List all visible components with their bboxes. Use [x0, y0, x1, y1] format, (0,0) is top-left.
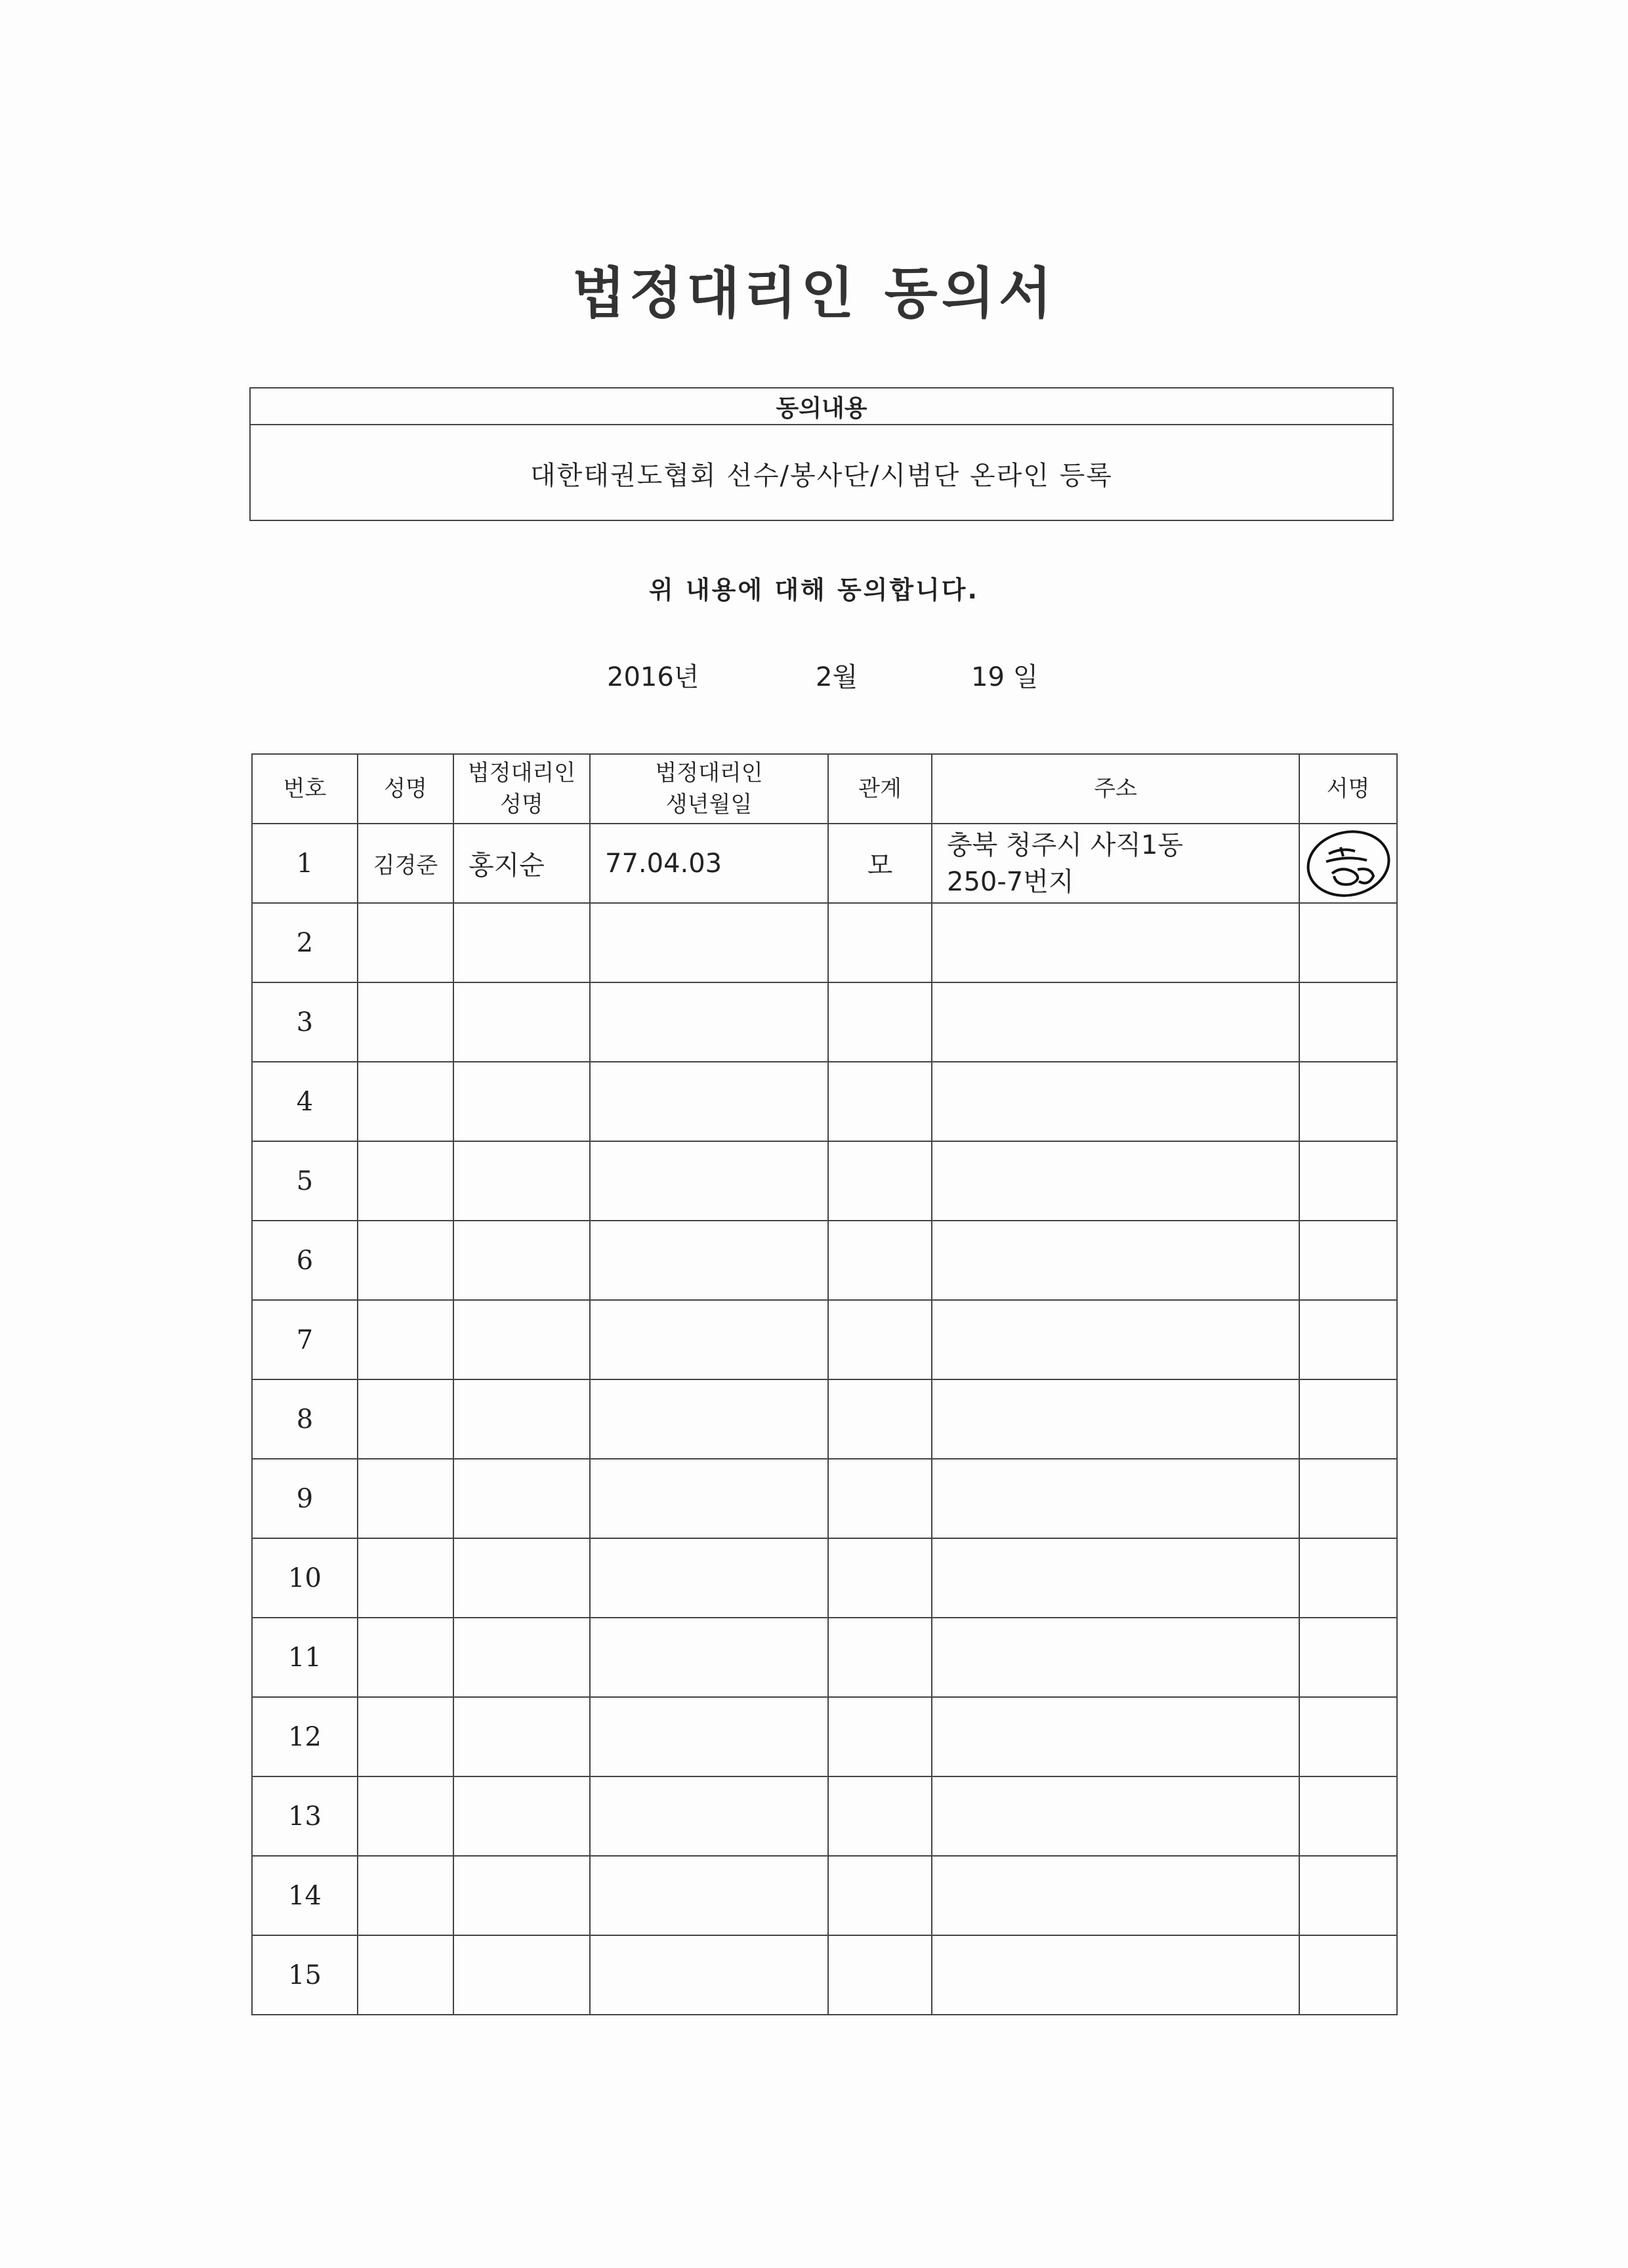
consent-header: 동의내용	[251, 388, 1392, 425]
empty-cell	[932, 1776, 1299, 1856]
header-guardian-name-line1: 법정대리인	[467, 760, 576, 786]
empty-cell	[590, 1141, 828, 1221]
header-guardian-birth	[590, 754, 828, 824]
empty-cell	[932, 1697, 1299, 1776]
student-name: 김경준	[358, 824, 453, 903]
empty-cell	[453, 1697, 590, 1776]
empty-cell	[453, 1459, 590, 1538]
empty-cell	[1299, 1935, 1397, 2015]
consent-box	[249, 387, 1394, 521]
empty-cell	[932, 1459, 1299, 1538]
empty-cell	[358, 1697, 453, 1776]
header-guardian-birth-line2: 생년월일	[665, 791, 753, 818]
empty-cell	[453, 1935, 590, 2015]
empty-cell	[453, 1221, 590, 1300]
empty-cell	[828, 1459, 932, 1538]
empty-cell	[453, 903, 590, 982]
header-signature: 서명	[1299, 754, 1397, 824]
empty-cell	[1299, 903, 1397, 982]
title-part1: 법정대리인	[572, 261, 858, 326]
empty-cell	[358, 1856, 453, 1935]
table-row	[252, 1300, 1397, 1379]
empty-cell	[358, 1459, 453, 1538]
header-no: 번호	[252, 754, 358, 824]
empty-cell	[932, 1300, 1299, 1379]
empty-cell	[453, 1618, 590, 1697]
empty-cell	[1299, 1618, 1397, 1697]
handwritten-signature	[1303, 828, 1394, 900]
header-address: 주소	[932, 754, 1299, 824]
empty-cell	[358, 1221, 453, 1300]
table-row	[252, 982, 1397, 1062]
empty-cell	[932, 903, 1299, 982]
empty-cell	[453, 1379, 590, 1459]
empty-cell	[453, 1856, 590, 1935]
empty-cell	[453, 1062, 590, 1141]
signature-cell	[1299, 824, 1397, 903]
empty-cell	[590, 1221, 828, 1300]
row-number: 15	[252, 1935, 358, 2015]
row-number: 1	[252, 824, 358, 903]
row-number: 8	[252, 1379, 358, 1459]
empty-cell	[932, 982, 1299, 1062]
empty-cell	[828, 1538, 932, 1618]
empty-cell	[358, 1776, 453, 1856]
table-row	[252, 1221, 1397, 1300]
row-number: 5	[252, 1141, 358, 1221]
row-number: 9	[252, 1459, 358, 1538]
empty-cell	[590, 1856, 828, 1935]
header-name: 성명	[358, 754, 453, 824]
row-number: 7	[252, 1300, 358, 1379]
row-number: 12	[252, 1697, 358, 1776]
empty-cell	[1299, 1141, 1397, 1221]
empty-cell	[1299, 1776, 1397, 1856]
table-row	[252, 1379, 1397, 1459]
row-number: 4	[252, 1062, 358, 1141]
empty-cell	[590, 982, 828, 1062]
empty-cell	[358, 982, 453, 1062]
empty-cell	[590, 1300, 828, 1379]
table-row	[252, 1062, 1397, 1141]
empty-cell	[828, 903, 932, 982]
empty-cell	[828, 1697, 932, 1776]
table-row	[252, 1141, 1397, 1221]
row-number: 10	[252, 1538, 358, 1618]
empty-cell	[1299, 1062, 1397, 1141]
empty-cell	[932, 1141, 1299, 1221]
date-year: 2016년	[607, 662, 699, 692]
table-row	[252, 903, 1397, 982]
empty-cell	[932, 1935, 1299, 2015]
empty-cell	[358, 1141, 453, 1221]
date-line	[0, 656, 1628, 696]
header-guardian-name-line2: 성명	[500, 791, 543, 818]
guardian-name: 홍지순	[453, 824, 590, 903]
table-row	[252, 1697, 1397, 1776]
empty-cell	[453, 1141, 590, 1221]
row-number: 13	[252, 1776, 358, 1856]
empty-cell	[932, 1221, 1299, 1300]
empty-cell	[590, 1459, 828, 1538]
empty-cell	[828, 1618, 932, 1697]
row-number: 2	[252, 903, 358, 982]
empty-cell	[358, 1379, 453, 1459]
row-number: 6	[252, 1221, 358, 1300]
empty-cell	[932, 1379, 1299, 1459]
empty-cell	[1299, 982, 1397, 1062]
table-row	[252, 1538, 1397, 1618]
empty-cell	[1299, 1856, 1397, 1935]
empty-cell	[1299, 1221, 1397, 1300]
guardian-roster-table	[251, 753, 1398, 2015]
empty-cell	[828, 1379, 932, 1459]
agree-statement: 위 내용에 대해 동의합니다.	[649, 576, 979, 604]
empty-cell	[590, 1379, 828, 1459]
empty-cell	[828, 1062, 932, 1141]
empty-cell	[453, 1776, 590, 1856]
empty-cell	[590, 1062, 828, 1141]
table-row	[252, 1618, 1397, 1697]
header-guardian-name	[453, 754, 590, 824]
empty-cell	[1299, 1697, 1397, 1776]
empty-cell	[358, 903, 453, 982]
table-row	[252, 1776, 1397, 1856]
table-row	[252, 1856, 1397, 1935]
empty-cell	[932, 1856, 1299, 1935]
empty-cell	[932, 1062, 1299, 1141]
table-row	[252, 1459, 1397, 1538]
empty-cell	[453, 1538, 590, 1618]
empty-cell	[828, 1300, 932, 1379]
document-title	[0, 249, 1628, 329]
empty-cell	[590, 1697, 828, 1776]
empty-cell	[1299, 1379, 1397, 1459]
empty-cell	[358, 1618, 453, 1697]
table-header-row	[252, 754, 1397, 824]
row-number: 11	[252, 1618, 358, 1697]
table-row	[252, 1935, 1397, 2015]
address-line1: 충북 청주시 사직1동	[947, 830, 1183, 860]
empty-cell	[358, 1538, 453, 1618]
empty-cell	[932, 1618, 1299, 1697]
relation: 모	[828, 824, 932, 903]
date-month: 2월	[816, 662, 858, 692]
empty-cell	[1299, 1300, 1397, 1379]
empty-cell	[358, 1300, 453, 1379]
address	[932, 824, 1299, 903]
title-part2: 동의서	[884, 261, 1056, 326]
empty-cell	[590, 1776, 828, 1856]
consent-content: 대한태권도협회 선수/봉사단/시범단 온라인 등록	[530, 460, 1113, 491]
date-day: 19 일	[971, 662, 1039, 692]
row-number: 3	[252, 982, 358, 1062]
empty-cell	[828, 1776, 932, 1856]
table-row	[252, 824, 1397, 903]
empty-cell	[590, 903, 828, 982]
empty-cell	[828, 1221, 932, 1300]
empty-cell	[590, 1935, 828, 2015]
empty-cell	[453, 1300, 590, 1379]
header-relation: 관계	[828, 754, 932, 824]
address-line2: 250-7번지	[947, 866, 1074, 897]
empty-cell	[932, 1538, 1299, 1618]
empty-cell	[1299, 1459, 1397, 1538]
empty-cell	[358, 1062, 453, 1141]
empty-cell	[590, 1618, 828, 1697]
guardian-birth: 77.04.03	[590, 824, 828, 903]
empty-cell	[1299, 1538, 1397, 1618]
empty-cell	[358, 1935, 453, 2015]
empty-cell	[828, 1856, 932, 1935]
row-number: 14	[252, 1856, 358, 1935]
empty-cell	[828, 1141, 932, 1221]
empty-cell	[590, 1538, 828, 1618]
header-guardian-birth-line1: 법정대리인	[655, 760, 763, 786]
empty-cell	[453, 982, 590, 1062]
empty-cell	[828, 1935, 932, 2015]
empty-cell	[828, 982, 932, 1062]
